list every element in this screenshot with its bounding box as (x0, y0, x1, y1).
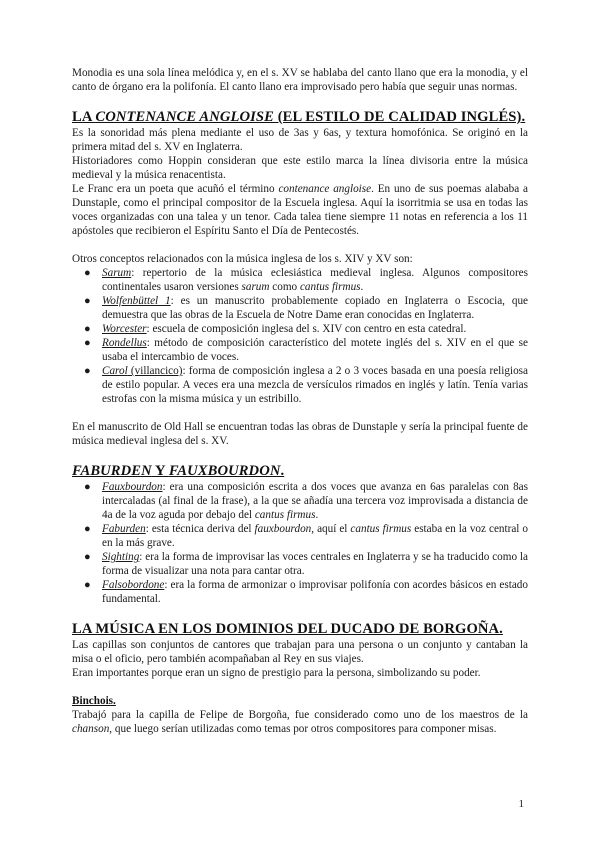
page-number: 1 (518, 798, 524, 810)
list-item: ● Wolfenbüttel 1: es un manuscrito probablemente copiado en Inglaterra o Escocia, que demuestra que las obras de la Escuela de Notre Dame eran conocidas en Inglaterra. (84, 295, 528, 321)
paragraph-prestigio: Eran importantes porque eran un signo de prestigio para la persona, simbolizando su poder. (72, 667, 481, 679)
list-item: ● Worcester: escuela de composición inglesa del s. XIV con centro en esta catedral. (84, 323, 467, 335)
paragraph-capillas: Las capillas son conjuntos de cantores que trabajan para una persona o un conjunto y cantaban la misa o el oficio, pero también acompañaban al Rey en sus viajes. (72, 639, 528, 665)
paragraph-old-hall: En el manuscrito de Old Hall se encuentran todas las obras de Dunstaple y sería la principal fuente de música medieval inglesa del s. XV. (72, 421, 528, 447)
bullet-icon: ● (84, 365, 91, 377)
list-item: ● Fauxbourdon: era una composición escrita a dos voces que avanza en 6as paralelas con 8as intercaladas (al final de la frase), a la que se añadía una tercera voz improvisada a distancia de 4a de la voz aguda por debajo del cantus firmus. (84, 481, 528, 521)
list-item: ● Rondellus: método de composición característico del motete inglés del s. XIV en el que se usaba el intercambio de voces. (84, 337, 528, 363)
paragraph-binchois: Trabajó para la capilla de Felipe de Borgoña, fue considerado como uno de los maestros de la chanson, que luego serían utilizadas como temas por otros compositores para componer misas. (72, 709, 528, 735)
paragraph-sonoridad: Es la sonoridad más plena mediante el uso de 3as y 6as, y textura homofónica. Se originó en la primera mitad del s. XV en Inglaterra. (72, 127, 528, 153)
bullet-icon: ● (84, 323, 91, 335)
list-item: ● Carol (villancico): forma de composición inglesa a 2 o 3 voces basada en una poesía religiosa de estilo popular. A veces era una mezcla de versículos rimados en inglés y latín. Tenía varias estrofas con la misma música y un estribillo. (84, 365, 528, 405)
intro-paragraph: Monodia es una sola línea melódica y, en el s. XV se hablaba del canto llano que era la monodia, y el canto de órgano era la polifonía. El canto llano era improvisado pero había que seguir unas normas. (72, 67, 528, 93)
list-item: ● Falsobordone: era la forma de armonizar o improvisar polifonía con acordes básicos en estado fundamental. (84, 579, 528, 605)
faburden-list (72, 480, 528, 606)
list-item: ● Faburden: esta técnica deriva del fauxbourdon, aquí el cantus firmus estaba en la voz central o en la más grave. (84, 523, 528, 549)
subheading-binchois: Binchois. (72, 695, 116, 707)
list-intro: Otros conceptos relacionados con la música inglesa de los s. XIV y XV son: (72, 253, 413, 265)
bullet-icon: ● (84, 579, 91, 591)
paragraph-hoppin: Historiadores como Hoppin consideran que este estilo marca la línea divisoria entre la música medieval y la música renacentista. (72, 155, 528, 181)
bullet-icon: ● (84, 523, 91, 535)
section-heading-contenance: LA CONTENANCE ANGLOISE (EL ESTILO DE CALIDAD INGLÉS). (72, 109, 526, 125)
list-item: ● Sarum: repertorio de la música eclesiástica medieval inglesa. Algunos compositores continentales usaron versiones sarum como cantus firmus. (84, 267, 528, 293)
bullet-icon: ● (84, 337, 91, 349)
list-item: ● Sighting: era la forma de improvisar las voces centrales en Inglaterra y se ha traducido como la forma de visualizar una nota para cantar otra. (84, 551, 528, 577)
bullet-icon: ● (84, 295, 91, 307)
bullet-icon: ● (84, 481, 91, 493)
paragraph-le-franc: Le Franc era un poeta que acuñó el término contenance angloise. En uno de sus poemas alababa a Dunstaple, como el principal compositor de la Escuela inglesa. Aquí la isorritmia se usa en todas las voces organizadas con una talea y un tenor. Cada talea tiene siempre 11 notas en referencia a los 11 apóstoles que recibieron el Espíritu Santo el Día de Pentecostés. (72, 183, 528, 237)
section-heading-faburden: FABURDEN Y FAUXBOURDON. (72, 463, 285, 479)
concepts-list (72, 266, 528, 406)
section-heading-borgona: LA MÚSICA EN LOS DOMINIOS DEL DUCADO DE BORGOÑA. (72, 621, 503, 637)
bullet-icon: ● (84, 551, 91, 563)
document-page (72, 66, 528, 736)
bullet-icon: ● (84, 267, 91, 279)
